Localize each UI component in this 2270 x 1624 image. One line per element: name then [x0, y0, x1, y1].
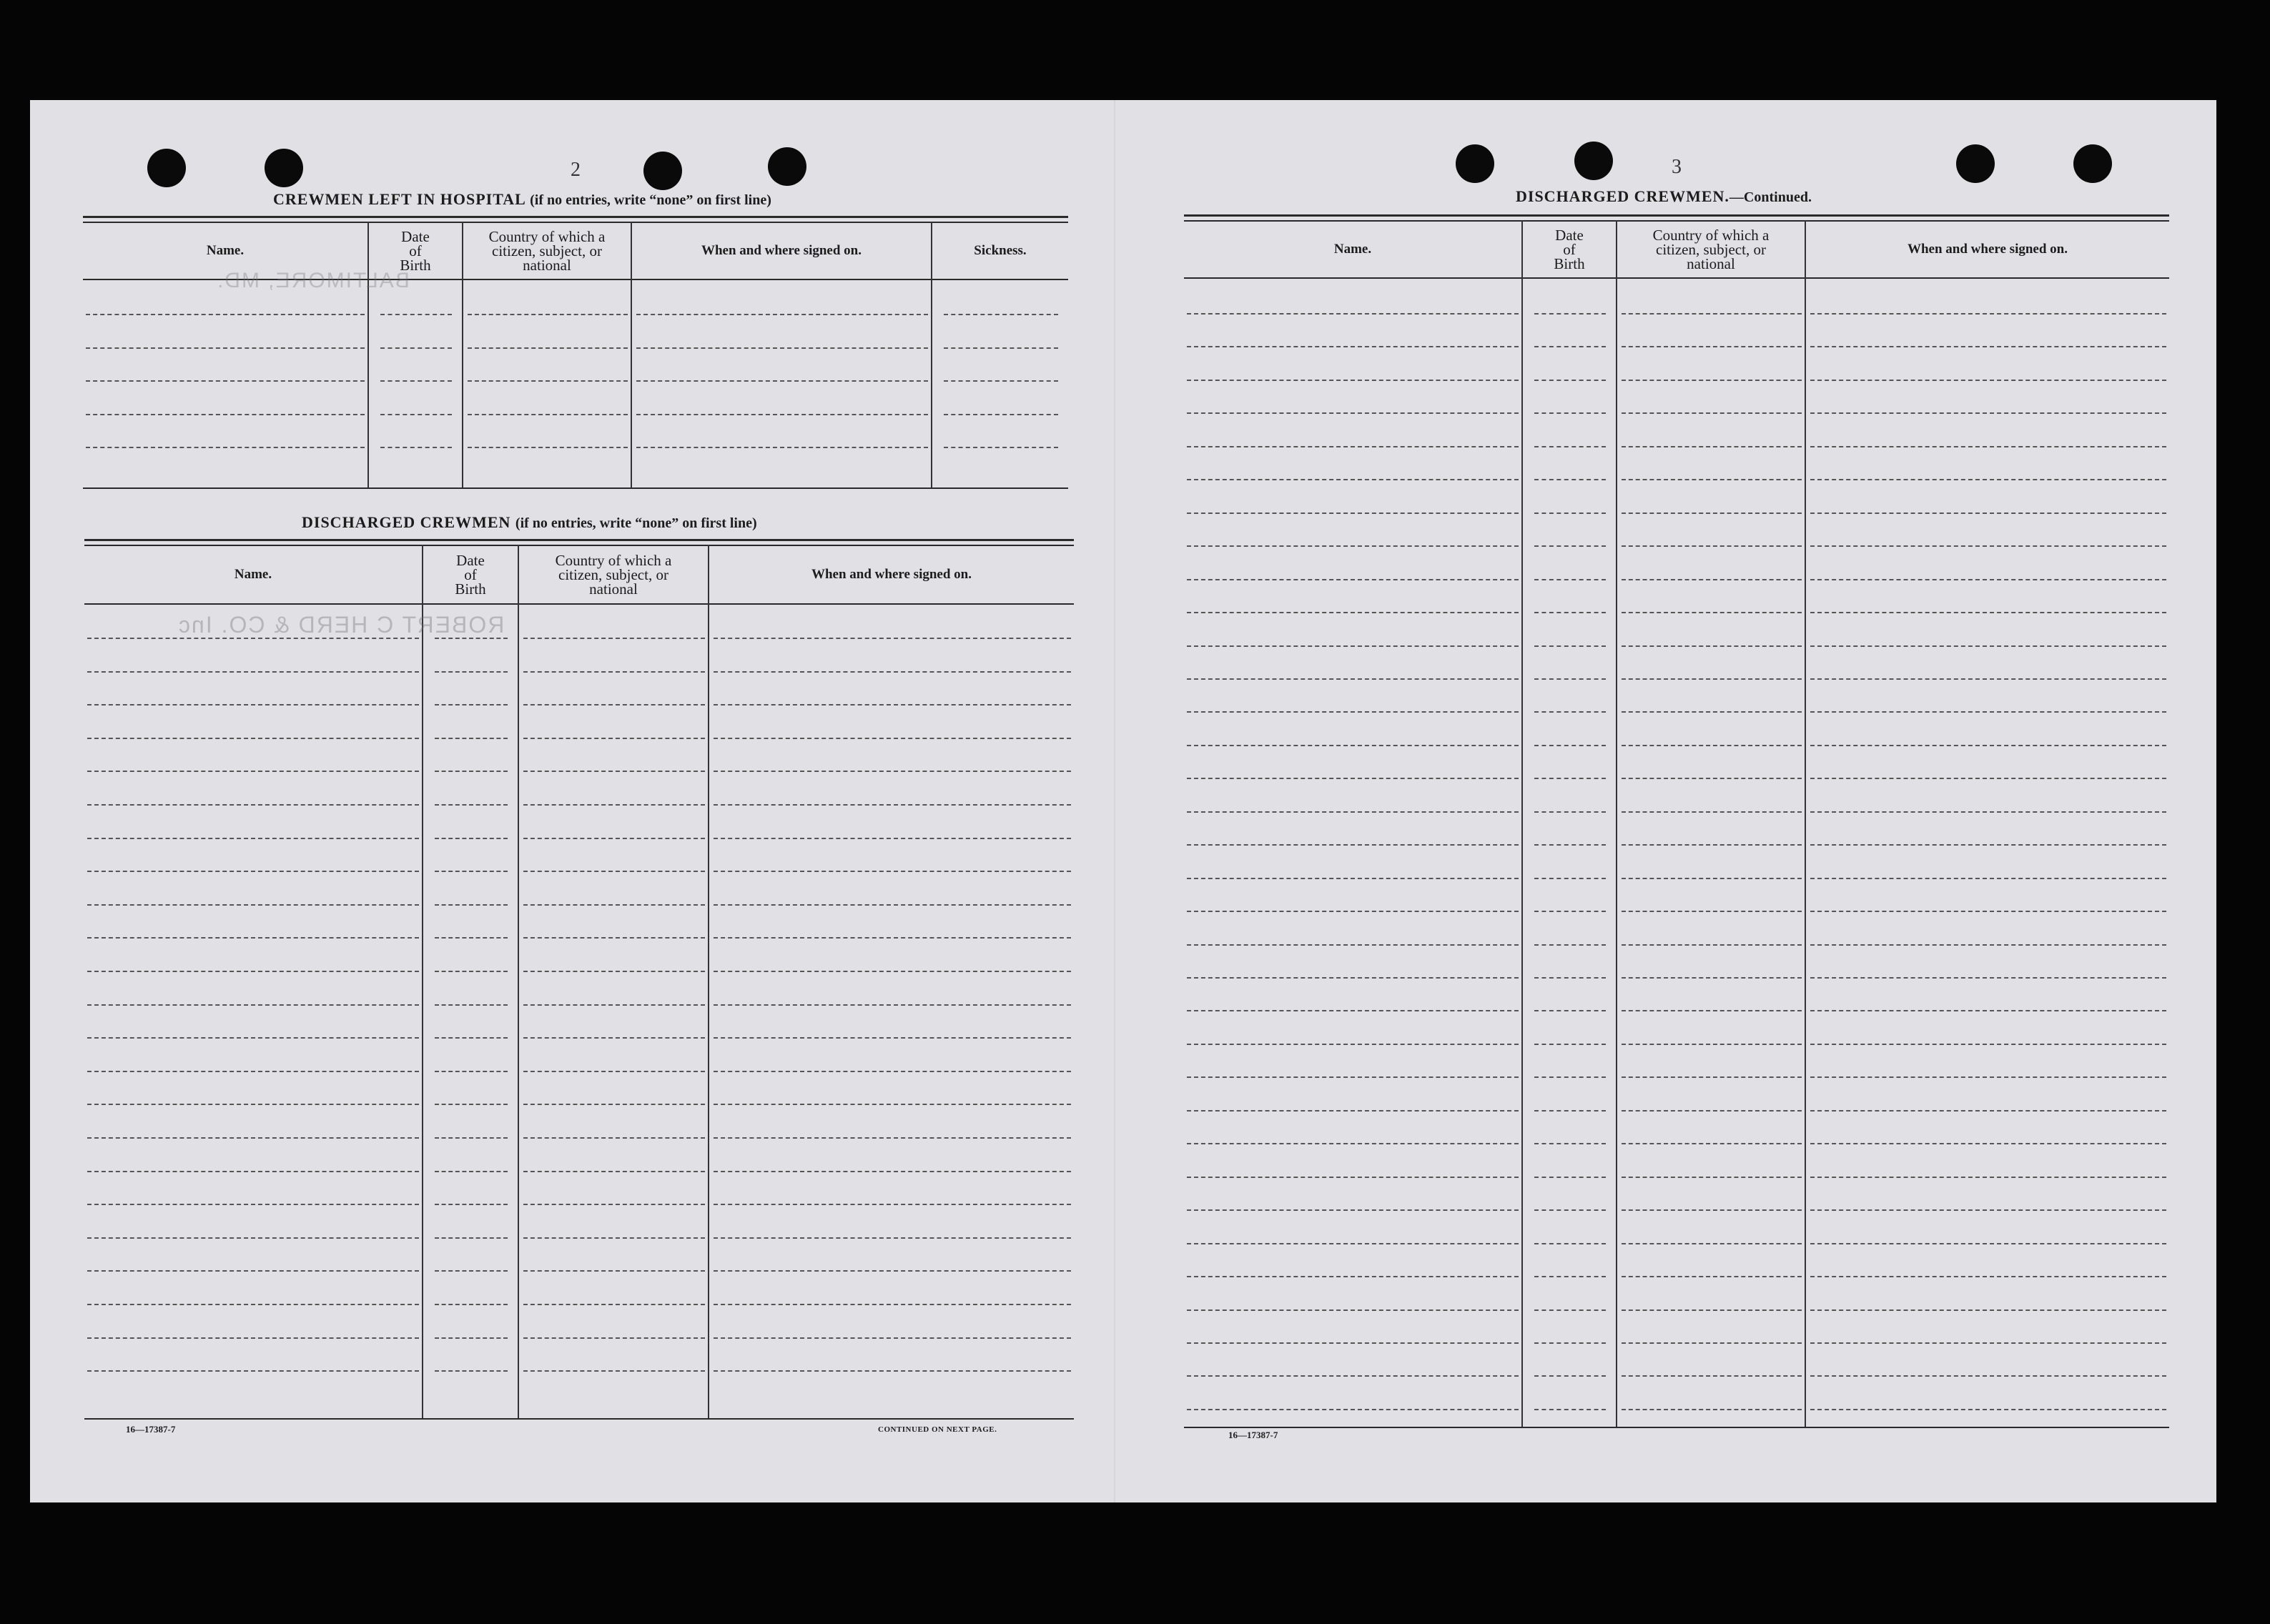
entry-line: [1622, 579, 1802, 580]
entry-line: [523, 638, 705, 639]
entry-line: [714, 1237, 1071, 1239]
entry-line: [1810, 412, 2166, 414]
entry-line: [468, 314, 628, 315]
entry-line: [1622, 1243, 1802, 1244]
col-header-sickness: Sickness.: [974, 243, 1027, 258]
entry-line: [1622, 446, 1802, 447]
entry-line: [1534, 1110, 1606, 1111]
punch-hole: [2073, 144, 2112, 183]
entry-line: [636, 314, 928, 315]
entry-line: [523, 1104, 705, 1105]
entry-line: [714, 1071, 1071, 1072]
discharged-section-title: [302, 513, 757, 532]
entry-line: [87, 1304, 419, 1305]
entry-line: [1622, 1342, 1802, 1344]
entry-line: [1187, 844, 1519, 846]
entry-line: [1810, 545, 2166, 547]
entry-line: [1810, 911, 2166, 912]
continued-title-text: DISCHARGED CREWMEN.: [1516, 187, 1729, 205]
col-header-name: Name.: [1333, 242, 1372, 257]
entry-line: [523, 904, 705, 906]
entry-line: [87, 1204, 419, 1205]
punch-hole: [768, 147, 806, 186]
entry-line: [714, 838, 1071, 839]
entry-line: [1810, 513, 2166, 514]
entry-line: [1187, 745, 1519, 746]
entry-line: [1810, 1276, 2166, 1277]
entry-line: [1622, 1409, 1802, 1410]
entry-line: [435, 1171, 508, 1172]
entry-line: [523, 1337, 705, 1339]
entry-line: [1187, 1209, 1519, 1211]
col-header-dob: Date of Birth: [1554, 227, 1585, 272]
entry-line: [1187, 346, 1519, 347]
entry-line: [1622, 1276, 1802, 1277]
entry-line: [1187, 545, 1519, 547]
entry-line: [714, 1304, 1071, 1305]
entry-line: [1534, 313, 1606, 315]
entry-line: [1810, 1110, 2166, 1111]
entry-line: [1622, 778, 1802, 779]
entry-line: [1810, 1409, 2166, 1410]
entry-line: [523, 838, 705, 839]
entry-line: [1534, 844, 1606, 846]
entry-line: [1187, 380, 1519, 381]
entry-line: [1810, 380, 2166, 381]
entry-line: [87, 1270, 419, 1272]
entry-line: [714, 1270, 1071, 1272]
entry-line: [1534, 1409, 1606, 1410]
entry-line: [1187, 778, 1519, 779]
hospital-section-title: [273, 190, 771, 209]
entry-line: [1622, 1309, 1802, 1311]
entry-line: [714, 804, 1071, 806]
entry-line: [523, 871, 705, 872]
entry-line: [1622, 513, 1802, 514]
entry-line: [435, 1204, 508, 1205]
entry-line: [435, 971, 508, 972]
entry-line: [1622, 745, 1802, 746]
entry-line: [1534, 1276, 1606, 1277]
entry-line: [1187, 612, 1519, 613]
entry-line: [435, 1304, 508, 1305]
entry-line: [1810, 645, 2166, 647]
page-number-right: 3: [1672, 156, 1682, 178]
entry-line: [1534, 612, 1606, 613]
entry-line: [523, 1037, 705, 1039]
paper-fold: [1114, 100, 1115, 1502]
entry-line: [1187, 1276, 1519, 1277]
entry-line: [1187, 1375, 1519, 1377]
entry-line: [523, 971, 705, 972]
entry-line: [1622, 313, 1802, 315]
entry-line: [523, 1004, 705, 1006]
entry-line: [714, 1337, 1071, 1339]
entry-line: [1187, 1177, 1519, 1178]
entry-line: [1810, 844, 2166, 846]
entry-line: [1534, 1143, 1606, 1144]
entry-line: [714, 671, 1071, 673]
entry-line: [1622, 1177, 1802, 1178]
punch-hole: [265, 149, 303, 187]
entry-line: [1810, 745, 2166, 746]
entry-line: [1534, 778, 1606, 779]
entry-line: [435, 1237, 508, 1239]
entry-line: [714, 704, 1071, 705]
entry-line: [1810, 878, 2166, 879]
entry-line: [523, 671, 705, 673]
entry-line: [1534, 1309, 1606, 1311]
stamp-robert-herd: ROBERT C HERD & CO. Inc: [177, 612, 505, 638]
entry-line: [435, 771, 508, 772]
entry-line: [1187, 811, 1519, 813]
entry-line: [1810, 346, 2166, 347]
entry-line: [1187, 1309, 1519, 1311]
entry-line: [1810, 1177, 2166, 1178]
entry-line: [435, 804, 508, 806]
entry-line: [1622, 977, 1802, 979]
stamp-baltimore: BALTIMORE, MD.: [216, 269, 410, 292]
entry-line: [1622, 1143, 1802, 1144]
continued-suffix: —Continued.: [1729, 189, 1812, 205]
entry-line: [523, 738, 705, 739]
entry-line: [944, 380, 1058, 382]
entry-line: [714, 1370, 1071, 1372]
entry-line: [87, 871, 419, 872]
punch-hole: [147, 149, 186, 187]
entry-line: [435, 1370, 508, 1372]
entry-line: [86, 414, 365, 415]
entry-line: [1810, 1342, 2166, 1344]
entry-line: [435, 1270, 508, 1272]
entry-line: [1810, 811, 2166, 813]
entry-line: [1810, 711, 2166, 713]
entry-line: [1187, 1010, 1519, 1011]
punch-hole: [643, 152, 682, 190]
entry-line: [1622, 911, 1802, 912]
entry-line: [380, 414, 452, 415]
entry-line: [1810, 1010, 2166, 1011]
entry-line: [1534, 513, 1606, 514]
entry-line: [435, 738, 508, 739]
entry-line: [87, 771, 419, 772]
entry-line: [435, 1004, 508, 1006]
entry-line: [87, 1104, 419, 1105]
entry-line: [1622, 711, 1802, 713]
entry-line: [1534, 1177, 1606, 1178]
col-header-name: Name.: [206, 243, 245, 258]
entry-line: [1187, 1409, 1519, 1410]
punch-hole: [1456, 144, 1494, 183]
entry-line: [1622, 412, 1802, 414]
entry-line: [1810, 1076, 2166, 1078]
entry-line: [380, 380, 452, 382]
entry-line: [944, 447, 1058, 448]
entry-line: [1187, 412, 1519, 414]
entry-line: [87, 937, 419, 939]
entry-line: [435, 1071, 508, 1072]
entry-line: [714, 1104, 1071, 1105]
discharged-instruction: (if no entries, write “none” on first line): [515, 515, 757, 531]
entry-line: [523, 1370, 705, 1372]
entry-line: [468, 447, 628, 448]
entry-line: [1534, 1209, 1606, 1211]
entry-line: [87, 1337, 419, 1339]
entry-line: [1187, 1076, 1519, 1078]
entry-line: [714, 871, 1071, 872]
entry-line: [435, 1037, 508, 1039]
entry-line: [714, 1037, 1071, 1039]
entry-line: [1187, 911, 1519, 912]
entry-line: [714, 638, 1071, 639]
hospital-instruction: (if no entries, write “none” on first line): [530, 192, 771, 208]
entry-line: [523, 1237, 705, 1239]
discharged-continued-title: [1516, 187, 1812, 206]
entry-line: [1622, 944, 1802, 946]
discharged-title-text: DISCHARGED CREWMEN: [302, 513, 511, 531]
entry-line: [435, 838, 508, 839]
entry-line: [1622, 844, 1802, 846]
page-number-left: 2: [571, 159, 581, 181]
entry-line: [1622, 1044, 1802, 1045]
entry-line: [87, 904, 419, 906]
entry-line: [1810, 1044, 2166, 1045]
entry-line: [435, 1137, 508, 1139]
entry-line: [636, 414, 928, 415]
entry-line: [714, 904, 1071, 906]
entry-line: [714, 738, 1071, 739]
entry-line: [714, 937, 1071, 939]
entry-line: [1622, 545, 1802, 547]
entry-line: [435, 671, 508, 673]
entry-line: [1534, 380, 1606, 381]
entry-line: [87, 738, 419, 739]
col-header-dob: Date of Birth: [455, 552, 486, 598]
entry-line: [1187, 711, 1519, 713]
hospital-title-text: CREWMEN LEFT IN HOSPITAL: [273, 190, 525, 208]
entry-line: [1622, 479, 1802, 480]
entry-line: [1810, 778, 2166, 779]
open-form-spread: [30, 100, 2216, 1502]
entry-line: [1534, 1044, 1606, 1045]
entry-line: [714, 1004, 1071, 1006]
entry-line: [1534, 678, 1606, 680]
entry-line: [435, 871, 508, 872]
entry-line: [1187, 446, 1519, 447]
entry-line: [435, 1337, 508, 1339]
entry-line: [1187, 513, 1519, 514]
entry-line: [468, 414, 628, 415]
entry-line: [1810, 579, 2166, 580]
entry-line: [1534, 711, 1606, 713]
entry-line: [435, 937, 508, 939]
entry-line: [1622, 1110, 1802, 1111]
form-number-left: 16—17387-7: [126, 1424, 176, 1435]
entry-line: [1810, 446, 2166, 447]
entry-line: [1622, 1209, 1802, 1211]
entry-line: [1622, 811, 1802, 813]
discharged-continued-table: [1184, 214, 2169, 1544]
entry-line: [1187, 1143, 1519, 1144]
entry-line: [714, 1171, 1071, 1172]
entry-line: [1534, 745, 1606, 746]
entry-line: [1534, 479, 1606, 480]
entry-line: [1622, 380, 1802, 381]
entry-line: [1622, 1375, 1802, 1377]
entry-line: [1622, 1010, 1802, 1011]
entry-line: [523, 1171, 705, 1172]
entry-line: [1622, 678, 1802, 680]
entry-line: [1534, 645, 1606, 647]
entry-line: [714, 1204, 1071, 1205]
entry-line: [944, 414, 1058, 415]
entry-line: [523, 771, 705, 772]
col-header-signed-on: When and where signed on.: [811, 567, 972, 582]
entry-line: [1187, 1243, 1519, 1244]
entry-line: [380, 314, 452, 315]
entry-line: [523, 1304, 705, 1305]
entry-line: [1187, 944, 1519, 946]
continued-on-next-page: CONTINUED ON NEXT PAGE.: [878, 1425, 997, 1434]
entry-line: [523, 704, 705, 705]
entry-line: [1622, 645, 1802, 647]
entry-line: [1187, 645, 1519, 647]
entry-line: [944, 314, 1058, 315]
entry-line: [1810, 1375, 2166, 1377]
entry-line: [1622, 1076, 1802, 1078]
entry-line: [1810, 977, 2166, 979]
entry-line: [523, 1071, 705, 1072]
entry-line: [87, 838, 419, 839]
col-header-country: Country of which a citizen, subject, or national: [555, 552, 672, 598]
col-header-country: Country of which a citizen, subject, or national: [488, 228, 606, 274]
entry-line: [1187, 678, 1519, 680]
entry-line: [523, 1270, 705, 1272]
entry-line: [86, 314, 365, 315]
col-header-country: Country of which a citizen, subject, or national: [1652, 227, 1770, 272]
entry-line: [435, 704, 508, 705]
entry-line: [1810, 678, 2166, 680]
entry-line: [87, 804, 419, 806]
entry-line: [523, 804, 705, 806]
col-header-name: Name.: [234, 567, 272, 582]
entry-line: [714, 771, 1071, 772]
entry-line: [1187, 579, 1519, 580]
entry-line: [944, 347, 1058, 349]
entry-line: [1534, 1010, 1606, 1011]
entry-line: [1810, 479, 2166, 480]
entry-line: [1810, 1243, 2166, 1244]
entry-line: [636, 347, 928, 349]
entry-line: [86, 447, 365, 448]
entry-line: [1810, 1143, 2166, 1144]
entry-line: [87, 1037, 419, 1039]
entry-line: [1534, 412, 1606, 414]
entry-line: [87, 1171, 419, 1172]
entry-line: [1534, 446, 1606, 447]
form-number-right: 16—17387-7: [1228, 1430, 1278, 1440]
col-header-signed-on: When and where signed on.: [1907, 242, 2068, 257]
entry-line: [1534, 1076, 1606, 1078]
entry-line: [1810, 944, 2166, 946]
entry-line: [1187, 878, 1519, 879]
entry-line: [523, 1204, 705, 1205]
entry-line: [1534, 545, 1606, 547]
entry-line: [1187, 313, 1519, 315]
entry-line: [87, 971, 419, 972]
entry-line: [1622, 346, 1802, 347]
entry-line: [1622, 612, 1802, 613]
entry-line: [1187, 479, 1519, 480]
entry-line: [714, 1137, 1071, 1139]
entry-line: [1187, 1044, 1519, 1045]
entry-line: [523, 1137, 705, 1139]
entry-line: [1534, 1243, 1606, 1244]
punch-hole: [1574, 142, 1613, 180]
punch-hole: [1956, 144, 1995, 183]
entry-line: [435, 904, 508, 906]
entry-line: [87, 704, 419, 705]
entry-line: [87, 1004, 419, 1006]
entry-line: [380, 347, 452, 349]
entry-line: [636, 447, 928, 448]
entry-line: [1810, 1309, 2166, 1311]
entry-line: [1534, 878, 1606, 879]
entry-line: [468, 380, 628, 382]
entry-line: [86, 380, 365, 382]
col-header-signed-on: When and where signed on.: [701, 243, 862, 258]
entry-line: [523, 937, 705, 939]
col-header-dob: Date of Birth: [400, 228, 431, 274]
entry-line: [87, 1137, 419, 1139]
entry-line: [1810, 1209, 2166, 1211]
entry-line: [714, 971, 1071, 972]
entry-line: [1622, 878, 1802, 879]
entry-line: [1187, 1342, 1519, 1344]
entry-line: [1534, 1342, 1606, 1344]
entry-line: [86, 347, 365, 349]
entry-line: [1534, 911, 1606, 912]
entry-line: [636, 380, 928, 382]
entry-line: [1810, 313, 2166, 315]
entry-line: [1534, 944, 1606, 946]
discharged-table: [84, 539, 1074, 1525]
entry-line: [87, 1071, 419, 1072]
entry-line: [380, 447, 452, 448]
entry-line: [1187, 1110, 1519, 1111]
entry-line: [1534, 579, 1606, 580]
entry-line: [87, 1237, 419, 1239]
entry-line: [1534, 977, 1606, 979]
entry-line: [1810, 612, 2166, 613]
entry-line: [1187, 977, 1519, 979]
entry-line: [468, 347, 628, 349]
entry-line: [435, 1104, 508, 1105]
entry-line: [1534, 1375, 1606, 1377]
entry-line: [1534, 811, 1606, 813]
entry-line: [87, 1370, 419, 1372]
entry-line: [87, 671, 419, 673]
entry-line: [1534, 346, 1606, 347]
